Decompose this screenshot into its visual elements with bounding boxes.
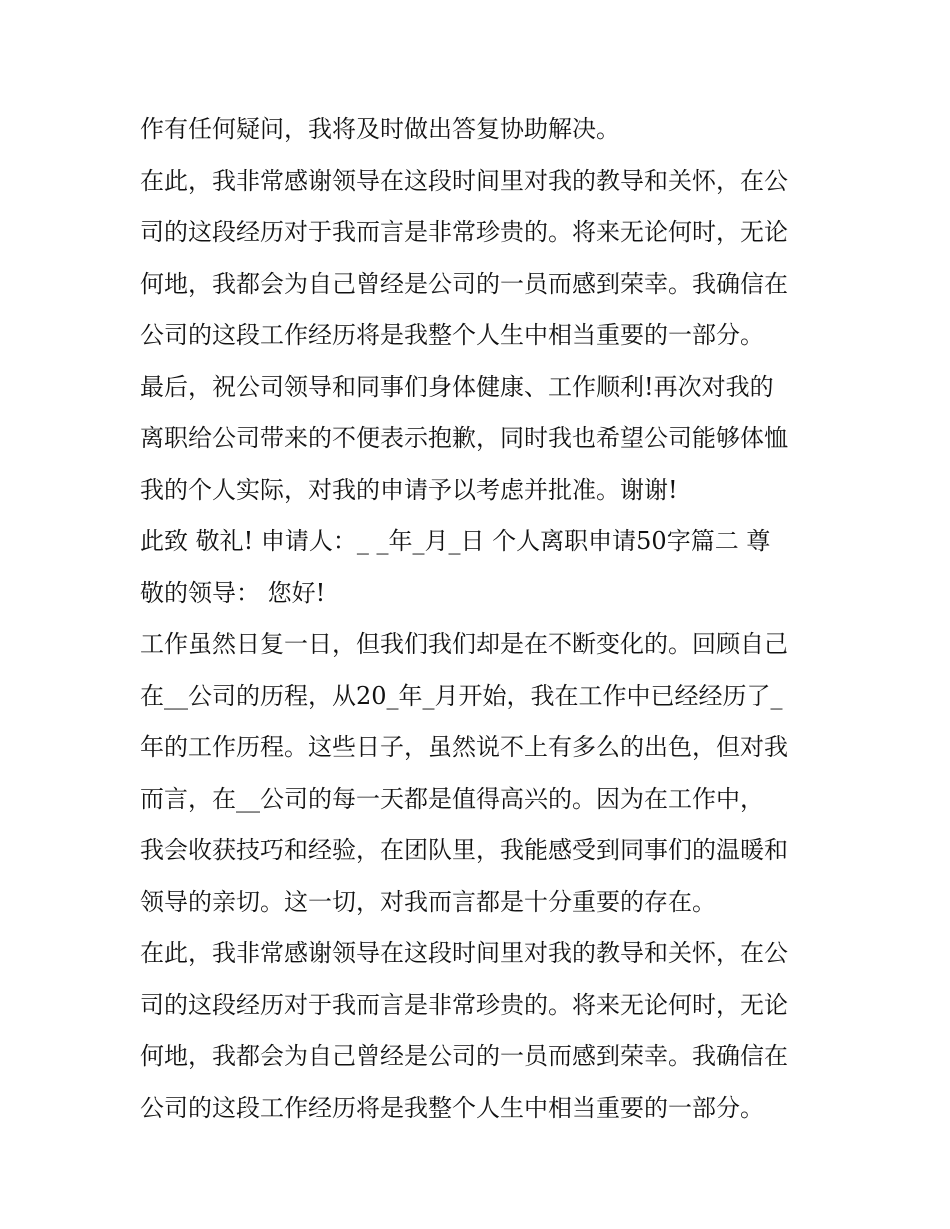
text-line: 何地，我都会为自己曾经是公司的一员而感到荣幸。我确信在 (140, 269, 788, 298)
text-line: 何地，我都会为自己曾经是公司的一员而感到荣幸。我确信在 (140, 1042, 788, 1070)
text-line: 年的工作历程。这些日子，虽然说不上有多么的出色，但对我 (140, 733, 788, 761)
document-body (140, 104, 820, 1134)
text-line: 离职给公司带来的不便表示抱歉，同时我也希望公司能够体恤 (140, 424, 788, 452)
text-line: 司的这段经历对于我而言是非常珍贵的。将来无论何时，无论 (140, 990, 788, 1019)
text-line: 最后，祝公司领导和同事们身体健康、工作顺利!再次对我的 (140, 372, 774, 401)
text-line: 领导的亲切。这一切，对我而言都是十分重要的存在。 (140, 887, 716, 916)
text-line: 而言，在__公司的每一天都是值得高兴的。因为在工作中， (140, 784, 764, 813)
text-line: 司的这段经历对于我而言是非常珍贵的。将来无论何时，无论 (140, 218, 788, 246)
text-line: 敬的领导： 您好! (140, 578, 326, 607)
text-line: 在此，我非常感谢领导在这段时间里对我的教导和关怀，在公 (140, 939, 788, 967)
text-line: 我的个人实际，对我的申请予以考虑并批准。谢谢! (140, 475, 678, 504)
text-line: 作有任何疑问，我将及时做出答复协助解决。 (140, 115, 620, 143)
text-line: 公司的这段工作经历将是我整个人生中相当重要的一部分。 (140, 1093, 764, 1122)
text-line: 在此，我非常感谢领导在这段时间里对我的教导和关怀，在公 (140, 166, 788, 195)
text-line: 公司的这段工作经历将是我整个人生中相当重要的一部分。 (140, 321, 764, 349)
text-line: 此致 敬礼! 申请人：_ _年_月_日 个人离职申请50字篇二 尊 (140, 527, 771, 555)
text-line: 我会收获技巧和经验，在团队里，我能感受到同事们的温暖和 (140, 836, 788, 864)
text-line: 工作虽然日复一日，但我们我们却是在不断变化的。回顾自己 (140, 630, 788, 658)
text-line: 在__公司的历程，从20_年_月开始，我在工作中已经经历了_ (140, 681, 783, 710)
